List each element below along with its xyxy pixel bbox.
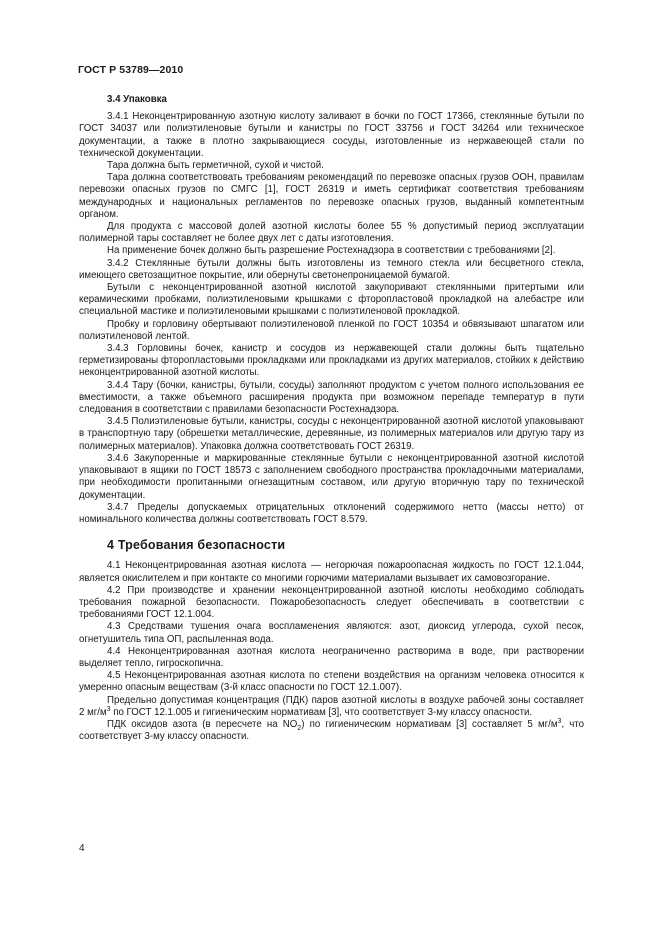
paragraph: Тара должна быть герметичной, сухой и чистой. bbox=[107, 160, 324, 172]
paragraph: На применение бочек должно быть разрешение Ростехнадзора в соответствии с требованиями [2]. bbox=[107, 245, 556, 257]
text-run: , что соответствует 3-му классу опасности. bbox=[79, 718, 584, 743]
document-body bbox=[79, 94, 584, 743]
text-run: Предельно допустимая концентрация (ПДК) паров азотной кислоты в воздухе рабочей зоны составляет 2 мг/м bbox=[79, 694, 584, 718]
paragraph bbox=[79, 695, 584, 719]
paragraph: 3.4.5 Полиэтиленовые бутыли, канистры, сосуды с неконцентрированной азотной кислотой упаковывают в транспортную тару (обрешетки металлические, деревянные, из полимерных материалов или другую тару из полимерных материалов). Упаковка должна соответствовать ГОСТ 26319. bbox=[79, 416, 584, 452]
paragraph: 4.3 Средствами тушения очага воспламенения являются: азот, диоксид углерода, сухой песок, огнетушитель типа ОП, распыленная вода. bbox=[79, 621, 584, 645]
superscript: 3 bbox=[557, 717, 562, 725]
document-code: ГОСТ Р 53789—2010 bbox=[78, 64, 184, 76]
paragraph: 3.4.7 Пределы допускаемых отрицательных отклонений содержимого нетто (массы нетто) от номинального количества должны соответствовать ГОСТ 8.579. bbox=[79, 501, 584, 525]
paragraph: 3.4.3 Горловины бочек, канистр и сосудов из нержавеющей стали должны быть тщательно герметизированы фторопластовыми прокладками или прокладками из других материалов, стойких к действию неконцентрированной азотной кислоты. bbox=[79, 343, 584, 379]
text-run: ) по гигиеническим нормативам [3] составляет 5 мг/м bbox=[301, 718, 558, 730]
paragraph: 4.5 Неконцентрированная азотная кислота по степени воздействия на организм человека относится к умеренно опасным веществам (3-й класс опасности по ГОСТ 12.1.007). bbox=[79, 670, 584, 694]
subscript: 2 bbox=[297, 724, 302, 732]
paragraph: Пробку и горловину обертывают полиэтиленовой пленкой по ГОСТ 10354 и обвязывают шпагатом или полиэтиленовой лентой. bbox=[79, 318, 584, 342]
paragraph: 3.4.4 Тару (бочки, канистры, бутыли, сосуды) заполняют продуктом с учетом полного использования ее вместимости, а также объемного расширения продукта при возможном перепаде температур в пути следования в соответствии с правилами безопасности Ростехнадзора. bbox=[79, 379, 584, 416]
text-run: по ГОСТ 12.1.005 и гигиеническим нормативам [3], что соответствует 3-му классу опасности. bbox=[110, 706, 533, 718]
paragraph: Для продукта с массовой долей азотной кислоты более 55 % допустимый период эксплуатации полимерной тары составляет не более двух лет с даты изготовления. bbox=[79, 221, 584, 245]
paragraph: 3.4.1 Неконцентрированную азотную кислоту заливают в бочки по ГОСТ 17366, стеклянные бутыли по ГОСТ 34037 или полиэтиленовые бутыли и канистры по ГОСТ 33756 и ГОСТ 34264 или техническое документации, а также в плотно закрывающиеся сосуды, изготовленные из нержавеющей стали по технической документации. bbox=[79, 111, 584, 159]
superscript: 3 bbox=[106, 705, 111, 713]
paragraph: 4.1 Неконцентрированная азотная кислота — негорючая пожароопасная жидкость по ГОСТ 12.1.044, является окислителем и при контакте со многими горючими материалами вызывает их самовозгорание. bbox=[79, 560, 584, 584]
paragraph bbox=[79, 719, 584, 743]
paragraph: 4.2 При производстве и хранении неконцентрированной азотной кислоты необходимо соблюдать требования пожарной безопасности. Пожаробезопасность следует обеспечивать в соответствии с требованиями ГОСТ 12.1.004. bbox=[79, 584, 584, 621]
paragraph: 3.4.6 Закупоренные и маркированные стеклянные бутыли с неконцентрированной азотной кислотой упаковывают в ящики по ГОСТ 18573 с заполнением свободного пространства прокладочными материалами, при необходимости пропитанными огнезащитным составом, или другую вторичную тару по технической документации. bbox=[79, 452, 584, 501]
section-3-4-heading: 3.4 Упаковка bbox=[107, 94, 167, 105]
page-number: 4 bbox=[79, 843, 85, 854]
section-4-heading: 4 Требования безопасности bbox=[107, 538, 286, 553]
paragraph: Тара должна соответствовать требованиям рекомендаций по перевозке опасных грузов ООН, правилам перевозки опасных грузов по СМГС [1], ГОСТ 26319 и иметь сертификат соответствия требованиям международных и национальных регламентов по перевозке опасных грузов, выданный компетентным органом. bbox=[79, 172, 584, 220]
paragraph: 4.4 Неконцентрированная азотная кислота неограниченно растворима в воде, при растворении выделяет тепло, гигроскопична. bbox=[79, 645, 584, 669]
paragraph: 3.4.2 Стеклянные бутыли должны быть изготовлены из темного стекла или бесцветного стекла, имеющего светозащитное покрытие, или обернуты светонепроницаемой бумагой. bbox=[79, 257, 584, 281]
text-run: ПДК оксидов азота (в пересчете на NO bbox=[107, 718, 298, 730]
paragraph: Бутыли с неконцентрированной азотной кислотой закупоривают стеклянными притертыми или керамическими пробками, полиэтиленовыми крышками с фторопластовой прокладкой на алебастре или специальной мастике и полиэтиленовыми крышками с полиэтиленовой прокладкой. bbox=[79, 282, 584, 318]
